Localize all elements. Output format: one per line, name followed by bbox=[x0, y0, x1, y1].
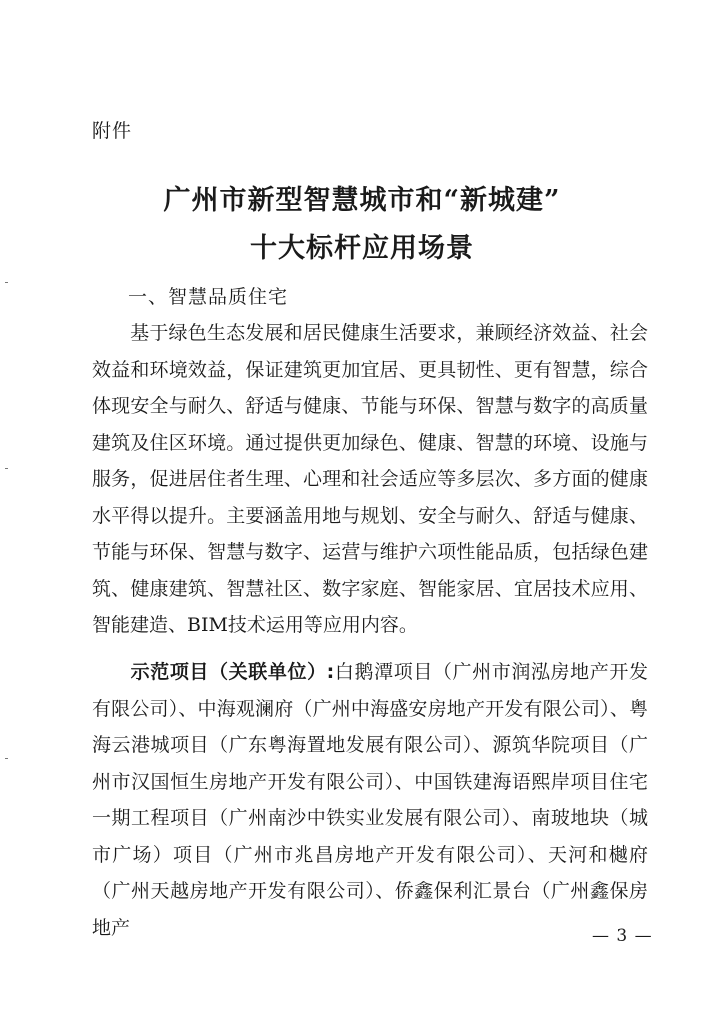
demo-projects-text: 白鹅潭项目（广州市润泓房地产开发有限公司）、中海观澜府（广州中海盛安房地产开发有限公司）、粤海云港城项目（广东粤海置地发展有限公司）、源筑华院项目（广州市汉国恒生房地产开发有限公司）、中国铁建海语熙岸项目住宅一期工程项目（广州南沙中铁实业发展有限公司）、南玻地块（城市广场）项目（广州市兆昌房地产开发有限公司）、天河和樾府（广州天越房地产开发有限公司）、侨鑫保利汇景台（广州鑫保房地产 bbox=[92, 661, 648, 939]
body-paragraph bbox=[92, 315, 648, 644]
body-paragraph-text: 基于绿色生态发展和居民健康生活要求，兼顾经济效益、社会效益和环境效益，保证建筑更加宜居、更具韧性、更有智慧，综合体现安全与耐久、舒适与健康、节能与环保、智慧与数字的高质量建筑及住区环境。通过提供更加绿色、健康、智慧的环境、设施与服务，促进居住者生理、心理和社会适应等多层次、多方面的健康水平得以提升。主要涵盖用地与规划、安全与耐久、舒适与健康、节能与环保、智慧与数字、运营与维护六项性能品质，包括绿色建筑、健康建筑、智慧社区、数字家庭、智能家居、宜居技术应用、智能建造、BIM技术运用等应用内容。 bbox=[92, 322, 648, 636]
demo-projects-paragraph bbox=[92, 654, 648, 946]
attachment-label: 附件 bbox=[92, 120, 133, 142]
demo-projects-label: 示范项目（关联单位）: bbox=[130, 661, 335, 683]
document-title-line1: 广州市新型智慧城市和“新城建” bbox=[163, 185, 561, 216]
page-number: — 3 — bbox=[592, 926, 653, 946]
margin-mark bbox=[5, 468, 8, 469]
margin-mark bbox=[5, 282, 8, 283]
margin-mark bbox=[5, 758, 8, 759]
document-title-line2: 十大标杆应用场景 bbox=[250, 233, 474, 264]
section-heading: 一、智慧品质住宅 bbox=[128, 286, 289, 308]
